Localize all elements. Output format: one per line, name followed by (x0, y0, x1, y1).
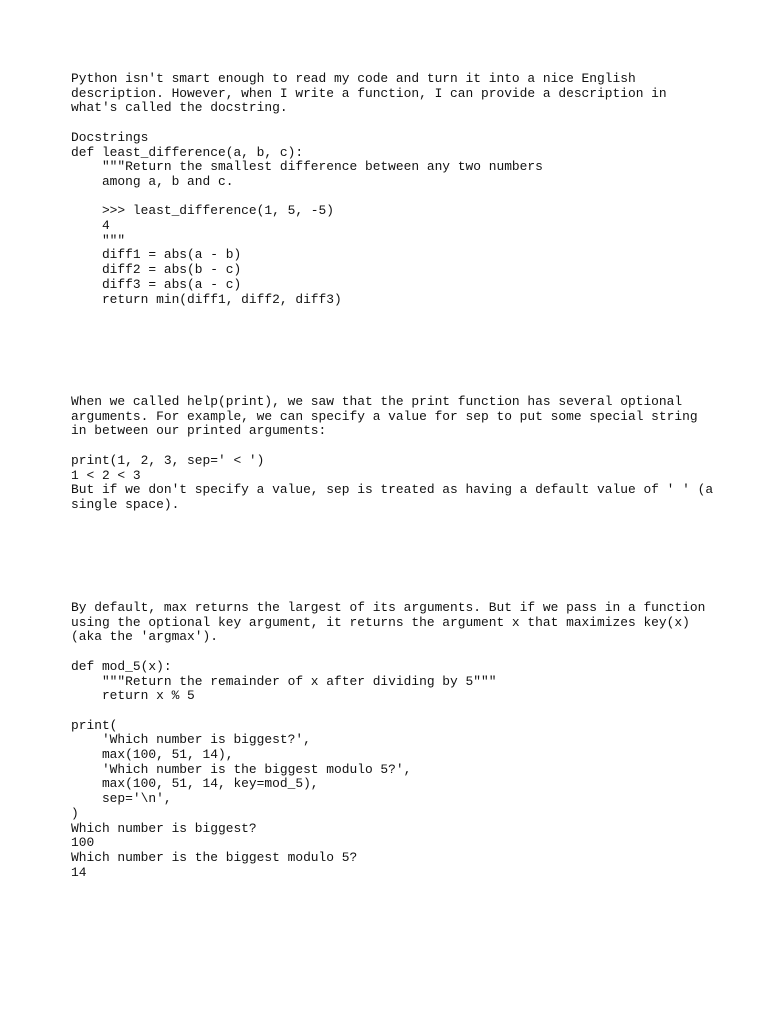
default-arguments-section: When we called help(print), we saw that the print function has several optional arguments. For example, we can specify a value for sep to put some special string in between our printed arguments: print(1, 2, 3, sep=' < ') 1 < 2 < 3 But if we don't specify a value, sep is treated as having a default value of ' ' (a single space). (71, 394, 714, 512)
docstrings-section: Python isn't smart enough to read my code and turn it into a nice English description. However, when I write a function, I can provide a description in what's called the docstring. Docstrings def least_difference(a, b, c): """Return the smallest difference between any two numbers among a, b and c. >>> least_difference(1, 5, -5) 4 """ diff1 = abs(a - b) diff2 = abs(b - c) diff3 = abs(a - c) return min(diff1, diff2, diff3) (71, 71, 667, 307)
key-function-section: By default, max returns the largest of its arguments. But if we pass in a function using the optional key argument, it returns the argument x that maximizes key(x) (aka the 'argmax'). def mod_5(x): """Return the remainder of x after dividing by 5""" return x % 5 print( 'Which number is biggest?', max(100, 51, 14), 'Which number is the biggest modulo 5?', max(100, 51, 14, key=mod_5), sep='\n', ) Which number is biggest? 100 Which number is the biggest modulo 5? 14 (71, 600, 706, 880)
